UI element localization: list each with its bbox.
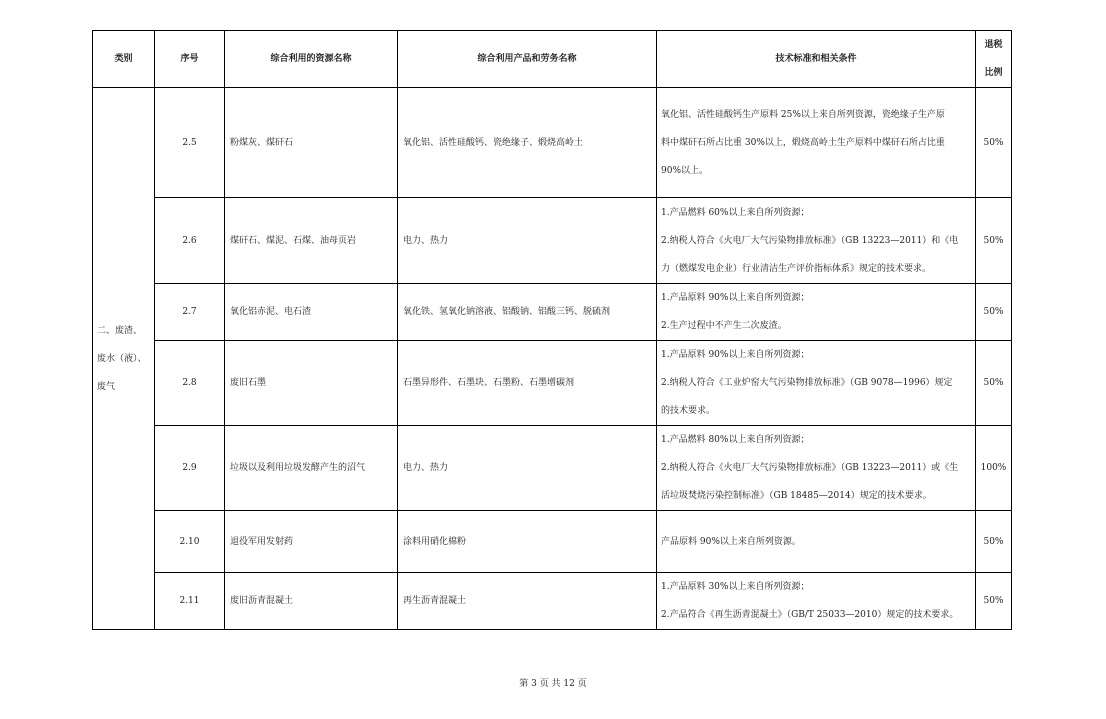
resource-cell: 退役军用发射药 xyxy=(225,511,398,573)
resource-cell: 粉煤灰、煤矸石 xyxy=(225,88,398,198)
standard-line: 1.产品原料 90%以上来自所列资源； xyxy=(661,293,810,303)
header-product: 综合利用产品和劳务名称 xyxy=(398,31,657,88)
table-row xyxy=(93,426,1012,511)
standard-line: 氧化铝、活性硅酸钙生产原料 25%以上来自所列资源，瓷绝缘子生产原 xyxy=(661,109,945,120)
product-cell: 涂料用硝化棉粉 xyxy=(398,511,657,573)
header-row xyxy=(93,31,1012,88)
standard-cell xyxy=(657,511,976,573)
standard-line: 活垃圾焚烧污染控制标准》（GB 18485—2014）规定的技术要求。 xyxy=(661,491,932,501)
resource-cell: 煤矸石、煤泥、石煤、油母页岩 xyxy=(225,198,398,284)
standard-line: 1.产品原料 30%以上来自所列资源； xyxy=(661,582,810,592)
product-cell: 再生沥青混凝土 xyxy=(398,573,657,630)
seq-cell: 2.8 xyxy=(155,341,225,426)
product-cell: 石墨异形件、石墨块、石墨粉、石墨增碳剂 xyxy=(398,341,657,426)
standard-cell xyxy=(657,341,976,426)
ratio-cell: 50% xyxy=(976,511,1012,573)
standard-line: 2.产品符合《再生沥青混凝土》（GB/T 25033—2010）规定的技术要求。 xyxy=(661,610,959,620)
resource-cell: 废旧沥青混凝土 xyxy=(225,573,398,630)
table-row xyxy=(93,573,1012,630)
standard-line: 料中煤矸石所占比重 30%以上，煅烧高岭土生产原料中煤矸石所占比重 xyxy=(661,137,945,148)
resource-cell: 垃圾以及利用垃圾发酵产生的沼气 xyxy=(225,426,398,511)
table-row xyxy=(93,341,1012,426)
ratio-cell: 50% xyxy=(976,573,1012,630)
header-ratio xyxy=(976,31,1012,88)
standard-line: 力（燃煤发电企业）行业清洁生产评价指标体系》规定的技术要求。 xyxy=(661,263,932,274)
product-cell: 电力、热力 xyxy=(398,426,657,511)
category-line: 废水（液）、 xyxy=(97,353,147,364)
standard-cell xyxy=(657,284,976,341)
header-standard: 技术标准和相关条件 xyxy=(657,31,976,88)
standard-line: 1.产品燃料 60%以上来自所列资源； xyxy=(661,207,810,218)
table-row xyxy=(93,198,1012,284)
header-ratio-line2: 比例 xyxy=(984,68,1003,78)
standard-line: 2.生产过程中不产生二次废渣。 xyxy=(661,321,787,331)
seq-cell: 2.11 xyxy=(155,573,225,630)
standard-cell xyxy=(657,426,976,511)
standard-line: 2.纳税人符合《工业炉窑大气污染物排放标准》（GB 9078—1996）规定 xyxy=(661,378,953,388)
seq-cell: 2.9 xyxy=(155,426,225,511)
standard-line: 产品原料 90%以上来自所列资源。 xyxy=(661,536,801,547)
seq-cell: 2.5 xyxy=(155,88,225,198)
product-cell: 氧化铝、活性硅酸钙、瓷绝缘子、煅烧高岭土 xyxy=(398,88,657,198)
standard-cell xyxy=(657,573,976,630)
header-resource: 综合利用的资源名称 xyxy=(225,31,398,88)
product-cell: 电力、热力 xyxy=(398,198,657,284)
category-cell xyxy=(93,88,155,630)
category-line: 废气 xyxy=(97,381,116,392)
category-line: 二、废渣、 xyxy=(97,325,143,336)
table-row xyxy=(93,511,1012,573)
header-category: 类别 xyxy=(93,31,155,88)
ratio-cell: 100% xyxy=(976,426,1012,511)
ratio-cell: 50% xyxy=(976,198,1012,284)
standard-line: 90%以上。 xyxy=(661,165,709,176)
table-row xyxy=(93,284,1012,341)
standard-line: 的技术要求。 xyxy=(661,406,716,416)
header-ratio-line1: 退税 xyxy=(984,40,1003,50)
standard-line: 2.纳税人符合《火电厂大气污染物排放标准》（GB 13223—2011）或《生 xyxy=(661,463,959,473)
standard-cell xyxy=(657,198,976,284)
ratio-cell: 50% xyxy=(976,88,1012,198)
policy-table xyxy=(92,30,1012,630)
standard-cell xyxy=(657,88,976,198)
resource-cell: 氧化铝赤泥、电石渣 xyxy=(225,284,398,341)
table-body xyxy=(93,88,1012,630)
page-number: 第 3 页 共 12 页 xyxy=(519,679,587,689)
ratio-cell: 50% xyxy=(976,284,1012,341)
table-row xyxy=(93,88,1012,198)
resource-cell: 废旧石墨 xyxy=(225,341,398,426)
seq-cell: 2.6 xyxy=(155,198,225,284)
standard-line: 1.产品原料 90%以上来自所列资源； xyxy=(661,350,810,360)
ratio-cell: 50% xyxy=(976,341,1012,426)
seq-cell: 2.7 xyxy=(155,284,225,341)
standard-line: 2.纳税人符合《火电厂大气污染物排放标准》（GB 13223—2011）和《电 xyxy=(661,235,959,246)
seq-cell: 2.10 xyxy=(155,511,225,573)
product-cell: 氧化铁、氢氧化钠溶液、铝酸钠、铝酸三钙、脱硫剂 xyxy=(398,284,657,341)
header-seq: 序号 xyxy=(155,31,225,88)
standard-line: 1.产品燃料 80%以上来自所列资源； xyxy=(661,435,810,445)
